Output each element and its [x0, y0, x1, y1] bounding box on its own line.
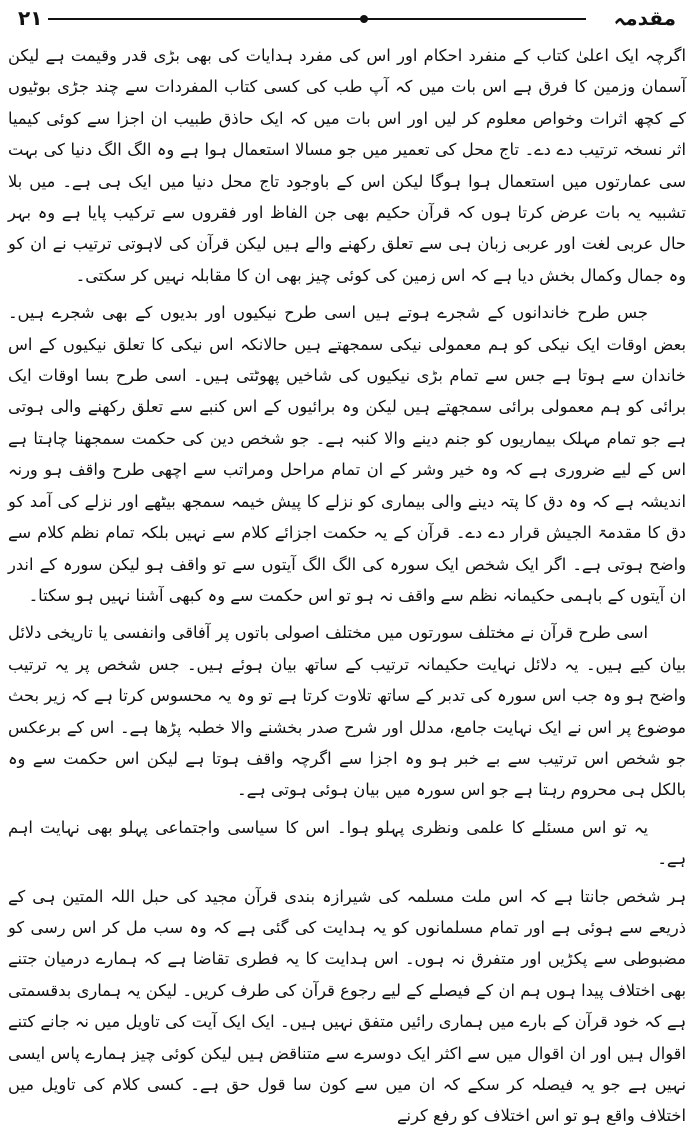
- paragraph-3: اسی طرح قرآن نے مختلف سورتوں میں مختلف اصولی باتوں پر آفاقی وانفسی یا تاریخی دلائل بیان کیے ہیں۔ یہ دلائل نہایت حکیمانہ ترتیب کے ساتھ بیان ہوئے ہیں۔ جس شخص پر یہ ترتیب واضح ہو وہ جب اس سورہ کی تدبر کے ساتھ تلاوت کرتا ہے تو وہ یہ محسوس کرتا ہے کہ زیر بحث موضوع پر اس نے ایک نہایت جامع، مدلل اور شرح صدر بخشنے والا خطبہ پڑھا ہے۔ اس کے برعکس جو شخص اس ترتیب سے بے خبر ہو وہ اجزا سے اگرچہ واقف ہوتا ہے لیکن اس حکمت سے وہ بالکل ہی محروم رہتا ہے جو اس سورہ میں بیان ہوئی ہوتی ہے۔: [8, 623, 686, 800]
- paragraph-1: اگرچہ ایک اعلیٰ کتاب کے منفرد احکام اور اس کی مفرد ہدایات کی بھی بڑی قدر وقیمت ہے لیکن آسمان وزمین کا فرق ہے اس بات میں کہ آپ طب کی کسی کتاب المفردات سے چند جڑی بوٹیوں کے کچھ اثرات وخواص معلوم کر لیں اور اس بات میں کہ ایک حاذق طبیب ان اجزا سے کوئی کیمیا اثر نسخہ ترتیب دے دے۔ تاج محل کی تعمیر میں جو مسالا استعمال ہوا ہے وہ الگ الگ دنیا کی بہت سی عمارتوں میں استعمال ہوا ہوگا لیکن اس کے باوجود تاج محل دنیا میں ایک ہی ہے۔ میں بلا تشبیہ یہ بات عرض کرتا ہوں کہ قرآن حکیم بھی جن الفاظ اور فقروں سے ترکیب پایا ہے وہ بہر حال عربی لغت اور عربی زبان ہی سے تعلق رکھنے والے ہیں لیکن قرآن کی لاہوتی ترتیب نے ان کو وہ جمال وکمال بخش دیا ہے کہ اس زمین کی کوئی چیز بھی ان کا مقابلہ نہیں کر سکتی۔: [8, 46, 686, 285]
- page-header: [8, 0, 686, 36]
- running-title: مقدمہ: [613, 6, 676, 30]
- paragraph-5: ہر شخص جانتا ہے کہ اس ملت مسلمہ کی شیرازہ بندی قرآن مجید کی حبل اللہ المتین ہی کے ذریعے سے ہوئی ہے اور تمام مسلمانوں کو یہ ہدایت کی گئی ہے کہ وہ سب مل کر اس رسی کو مضبوطی سے پکڑیں اور متفرق نہ ہوں۔ اس ہدایت کا یہ فطری تقاضا ہے کہ ہمارے درمیان جتنے بھی اختلاف پیدا ہوں ہم ان کے فیصلے کے لیے رجوع قرآن کی طرف کریں۔ لیکن یہ ہماری بدقسمتی ہے کہ خود قرآن کے بارے میں ہماری رائیں متفق نہیں ہیں۔ ایک ایک آیت کی تاویل میں نہ جانے کتنے اقوال ہیں اور ان اقوال میں سے اکثر ایک دوسرے سے متناقض ہیں لیکن کوئی چیز ہمارے پاس ایسی نہیں ہے جو یہ فیصلہ کر سکے کہ ان میں سے کون سا قول حق ہے۔ کسی کلام کی تاویل میں اختلاف واقع ہو تو اس اختلاف کو رفع کرنے: [8, 886, 686, 1126]
- header-rule: [48, 18, 586, 20]
- paragraph-2: جس طرح خاندانوں کے شجرے ہوتے ہیں اسی طرح نیکیوں اور بدیوں کے بھی شجرے ہیں۔ بعض اوقات ایک نیکی کو ہم معمولی نیکی سمجھتے ہیں حالانکہ اس نیکی کا تعلق نیکیوں کے اس خاندان سے ہوتا ہے جس سے تمام بڑی نیکیوں کی شاخیں پھوٹتی ہیں۔ اسی طرح بسا اوقات ایک برائی کو ہم معمولی برائی سمجھتے ہیں لیکن وہ برائیوں کے اس کنبے سے تعلق رکھنے والی ہوتی ہے جو تمام مہلک بیماریوں کو جنم دینے والا کنبہ ہے۔ جو شخص دین کی حکمت سمجھنا چاہتا ہے اس کے لیے ضروری ہے کہ وہ خیر وشر کے ان تمام مراحل ومراتب سے اچھی طرح واقف ہو ورنہ اندیشہ ہے کہ وہ دق کا پتہ دینے والی بیماری کو نزلے کا پیش خیمہ سمجھ بیٹھے اور نزلے کی آمد کو دق کا مقدمۃ الجیش قرار دے دے۔ قرآن کے یہ حکمت اجزائے کلام سے نہیں بلکہ تمام نظم کلام سے واضح ہوتی ہے۔ اگر ایک شخص ایک سورہ کی الگ الگ آیتوں سے تو واقف ہو لیکن سورہ کے اندر ان آیتوں کے باہمی حکیمانہ نظم سے واقف نہ ہو تو اس حکمت سے وہ کبھی آشنا نہیں ہو سکتا۔: [8, 303, 686, 605]
- paragraph-4: یہ تو اس مسئلے کا علمی ونظری پہلو ہوا۔ اس کا سیاسی واجتماعی پہلو بھی نہایت اہم ہے۔: [8, 817, 686, 869]
- page-body: [8, 40, 686, 1132]
- page-number: ۲۱: [18, 6, 43, 30]
- header-ornament-dot: [360, 15, 368, 23]
